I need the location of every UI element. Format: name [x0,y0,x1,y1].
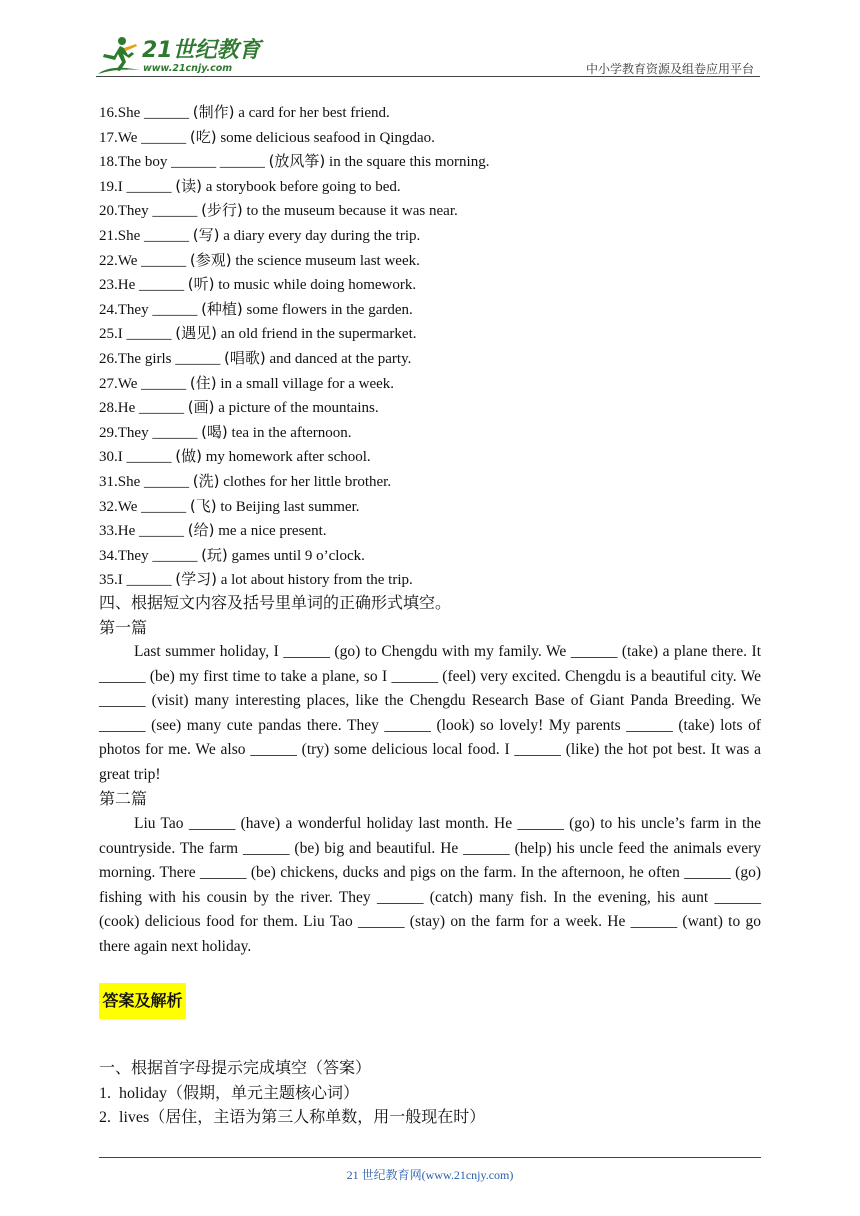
question-subject: He [117,277,136,294]
chinese-hint: (读) [175,176,202,195]
chinese-hint: (步行) [201,201,243,220]
question-subject: We [117,252,138,269]
question-text: a lot about history from the trip. [216,572,413,589]
header-divider [96,76,760,77]
question-subject: I [117,449,123,466]
chinese-hint: (住) [189,373,217,392]
page-header [96,30,760,80]
answer-word: lives [119,1109,150,1126]
answer-number: 2. [99,1109,111,1126]
chinese-hint: (参观) [189,250,232,269]
question-number: 28. [99,400,118,417]
answer-blank: ______ [139,277,184,294]
chinese-hint: (放风筝) [268,152,326,171]
question-subject: The boy [117,154,168,171]
chinese-hint: (遇见) [175,324,217,343]
answer-item [99,1106,485,1129]
answers-heading: 答案及解析 [99,983,186,1019]
question-number: 27. [99,375,118,392]
answer-blank: ______ [144,228,189,244]
question-item [99,200,458,221]
answer-blank: ______ [144,474,189,490]
question-item [99,569,413,590]
answer-blank: ______ [152,203,198,220]
passage-2-title: 第二篇 [99,789,148,808]
question-subject: We [117,498,138,515]
question-number: 35. [99,572,118,589]
question-number: 17. [99,129,118,146]
question-number: 16. [99,105,118,121]
answer-blank: ______ [141,375,187,392]
question-item [99,127,435,148]
question-item [99,545,365,566]
chinese-hint: (玩) [201,545,228,564]
chinese-hint: (飞) [189,496,217,515]
question-item [99,225,420,246]
answer-blank: ______ [152,301,198,318]
question-item [99,496,360,517]
chinese-hint: (做) [175,447,202,466]
question-number: 23. [99,277,118,294]
chinese-hint: (洗) [192,472,220,490]
chinese-hint: (画) [187,398,215,417]
section-title: 四、根据短文内容及括号里单词的正确形式填空。 [99,593,452,612]
question-subject: The girls [117,351,172,367]
question-subject: She [117,228,141,244]
answer-blank: ______ [175,351,221,367]
runner-icon [96,34,144,78]
question-text: and danced at the party. [265,351,412,367]
question-text: to the museum because it was near. [242,203,458,220]
question-number: 18. [99,154,118,171]
chinese-hint: (听) [187,275,215,294]
question-subject: I [117,572,123,589]
question-item [99,520,327,541]
question-number: 20. [99,203,118,220]
question-number: 32. [99,498,118,515]
question-text: tea in the afternoon. [227,424,352,441]
passage-2-text: Liu Tao ______ (have) a wonderful holiday last month. He ______ (go) to his uncle’s farm in the countryside. The farm ______ (be) big and beautiful. He ______ (help) his uncle feed the animals every morning. There ______ (be) chickens, ducks and pigs on the farm. In the afternoon, he often ______ (go) fishing with his cousin by the river. They ______ (catch) many fish. In the evening, his aunt ______ (cook) delicious food for them. Liu Tao ______ (stay) on the farm for a week. He ______ (want) to go there again next holiday. [99,815,761,955]
question-number: 33. [99,523,118,540]
question-text: the science museum last week. [231,252,420,269]
question-text: games until 9 o’clock. [227,547,365,564]
question-text: a diary every day during the trip. [219,228,421,244]
chinese-hint: (吃) [189,127,217,146]
question-subject: They [117,203,149,220]
question-subject: He [117,523,136,540]
question-item [99,274,416,295]
question-text: my homework after school. [201,449,371,466]
question-item [99,323,417,344]
passage-1-text: Last summer holiday, I ______ (go) to Chengdu with my family. We ______ (take) a plane there. It ______ (be) my first time to take a plane, so I ______ (feel) very excited. Chengdu is a beautiful city. We ______ (visit) many interesting places, like the Chengdu Research Base of Giant Panda Breeding. We ______ (see) many cute pandas there. They ______ (look) so lovely! My parents ______ (take) lots of photos for me. We also ______ (try) some delicious local food. I ______ (like) the hot pot best. It was a great trip! [99,643,761,783]
question-item [99,422,352,443]
question-text: a storybook before going to bed. [201,178,401,195]
site-logo [96,34,266,78]
answer-number: 1. [99,1085,111,1102]
question-text: to Beijing last summer. [216,498,360,515]
question-item [99,299,413,320]
question-subject: I [117,326,123,343]
logo-url: www.21cnjy.com [143,63,233,74]
answer-blank: ______ [141,129,187,146]
question-item [99,102,390,123]
answer-blank: ______ [152,547,198,564]
answer-blank: ______ [126,326,172,343]
question-subject: They [117,301,149,318]
answer-word: holiday [119,1085,167,1102]
answer-blank: ______ [126,449,172,466]
question-number: 26. [99,351,118,367]
chinese-hint: (喝) [201,422,228,441]
question-subject: We [117,129,138,146]
chinese-hint: (给) [187,521,215,540]
question-text: in the square this morning. [325,154,490,171]
answer-blank: ______ [139,400,184,417]
answer-blank: ______ [139,523,184,540]
question-text: a picture of the mountains. [214,400,379,417]
answer-note: （假期，单元主题核心词） [167,1083,360,1102]
passage-1-title: 第一篇 [99,618,148,637]
question-item [99,373,394,394]
answer-item [99,1082,359,1105]
question-item [99,151,489,172]
question-number: 34. [99,547,118,564]
question-text: some flowers in the garden. [242,301,413,318]
question-number: 22. [99,252,118,269]
answer-blank: ______ ______ [171,154,265,171]
question-item [99,446,371,467]
question-text: to music while doing homework. [214,277,417,294]
question-item [99,250,420,271]
question-subject: They [117,547,149,564]
platform-name: 中小学教育资源及组卷应用平台 [585,62,754,76]
chinese-hint: (制作) [192,103,235,121]
answer-blank: ______ [126,572,172,589]
question-number: 29. [99,424,118,441]
answer-blank: ______ [141,252,187,269]
question-item [99,397,379,418]
answers-section-title: 一、根据首字母提示完成填空（答案） [99,1058,372,1077]
question-number: 24. [99,301,118,318]
answer-blank: ______ [126,178,172,195]
question-text: clothes for her little brother. [219,474,392,490]
question-text: in a small village for a week. [216,375,395,392]
answer-note: （居住，主语为第三人称单数，用一般现在时） [149,1107,486,1126]
question-number: 31. [99,474,118,490]
chinese-hint: (唱歌) [224,349,266,367]
question-item [99,348,411,369]
question-subject: She [117,105,141,121]
question-subject: She [117,474,141,490]
question-number: 19. [99,178,118,195]
question-subject: They [117,424,149,441]
footer-text: 21 世纪教育网(www.21cnjy.com) [346,1168,514,1182]
footer-divider [99,1157,761,1158]
chinese-hint: (学习) [175,570,217,589]
question-text: me a nice present. [214,523,327,540]
answer-blank: ______ [152,424,198,441]
question-number: 30. [99,449,118,466]
answer-blank: ______ [141,498,187,515]
question-text: an old friend in the supermarket. [216,326,417,343]
answer-blank: ______ [144,105,189,121]
question-text: a card for her best friend. [234,105,390,121]
question-subject: I [117,178,123,195]
question-subject: He [117,400,136,417]
question-number: 25. [99,326,118,343]
question-item [99,176,401,197]
question-item [99,471,391,492]
question-number: 21. [99,228,118,244]
question-text: some delicious seafood in Qingdao. [216,129,435,146]
logo-text: 21世纪教育 [142,38,261,63]
chinese-hint: (写) [192,226,220,244]
chinese-hint: (种植) [201,299,243,318]
question-subject: We [117,375,138,392]
